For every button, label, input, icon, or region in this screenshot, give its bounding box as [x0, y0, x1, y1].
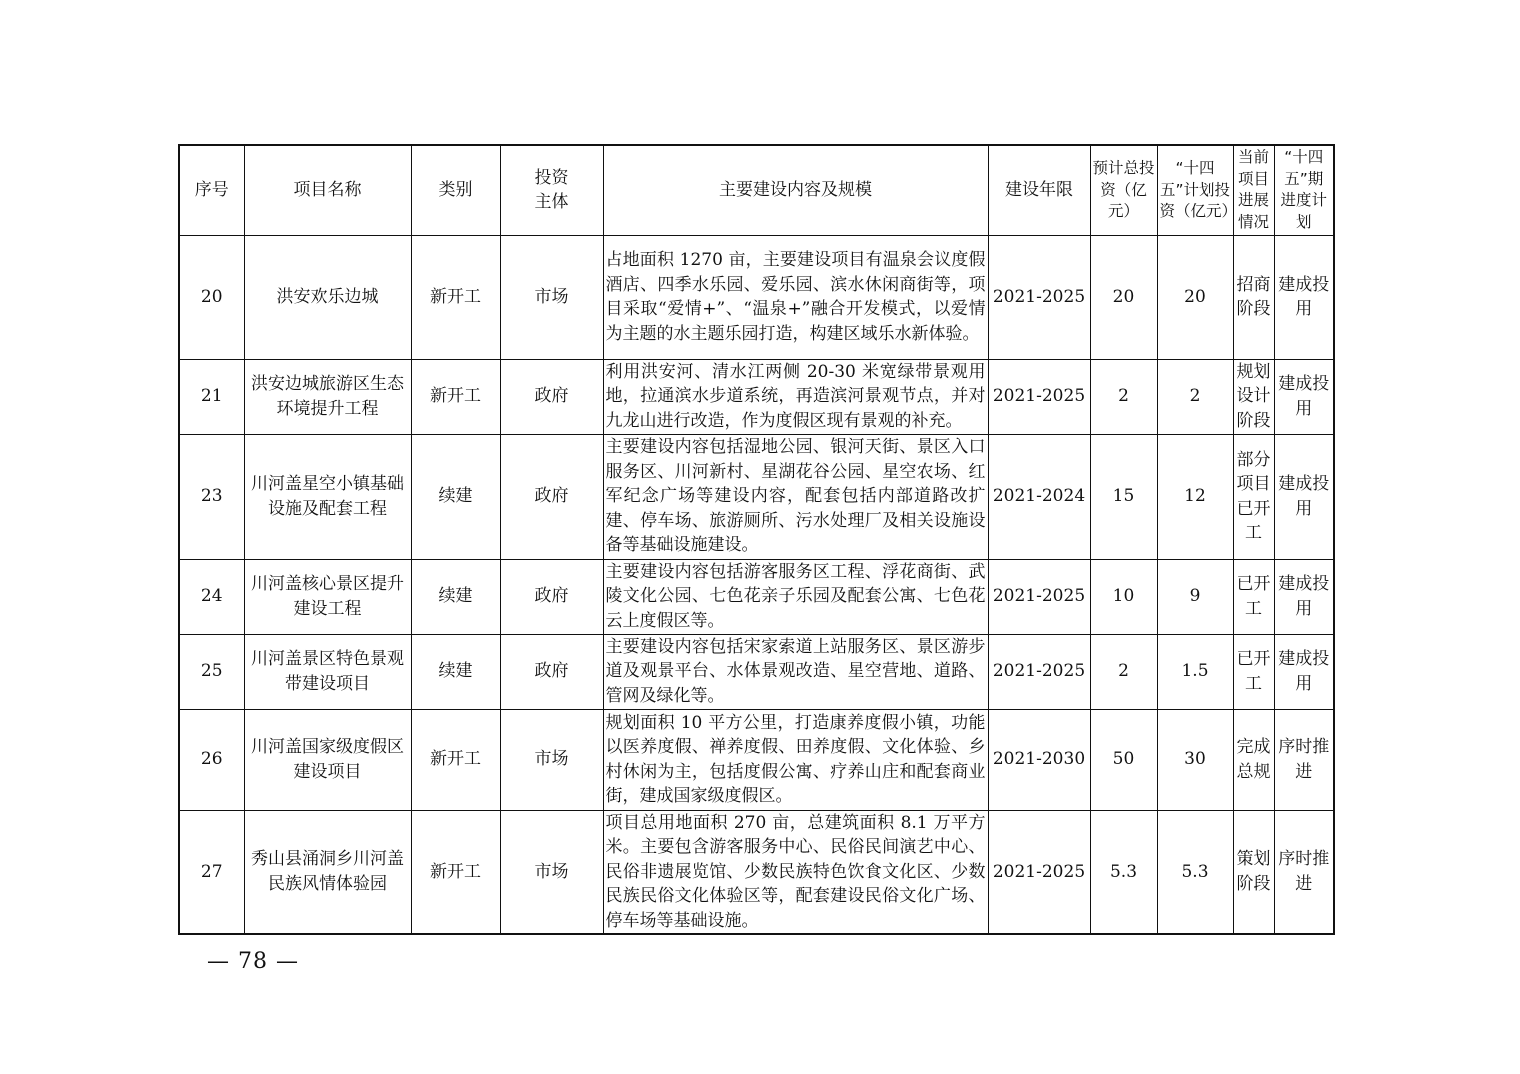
cell-type: 新开工: [411, 709, 500, 810]
cell-plan: 20: [1157, 235, 1233, 359]
cell-total: 2: [1090, 359, 1157, 434]
header-content: 主要建设内容及规模: [603, 145, 988, 235]
cell-progress: 策划阶段: [1233, 810, 1274, 934]
table-row: [179, 709, 1334, 810]
cell-name: 川河盖星空小镇基础设施及配套工程: [244, 434, 411, 559]
cell-period: 2021-2025: [988, 359, 1090, 434]
header-type: 类别: [411, 145, 500, 235]
cell-content: 占地面积 1270 亩，主要建设项目有温泉会议度假酒店、四季水乐园、爱乐园、滨水休闲商街等，项目采取“爱情+”、“温泉+”融合开发模式，以爱情为主题的水主题乐园打造，构建区域乐水新体验。: [603, 235, 988, 359]
table-header-row: [179, 145, 1334, 235]
cell-total: 15: [1090, 434, 1157, 559]
cell-seq: 26: [179, 709, 244, 810]
cell-schedule: 建成投用: [1274, 634, 1334, 709]
cell-plan: 1.5: [1157, 634, 1233, 709]
cell-investor: 市场: [500, 235, 603, 359]
cell-schedule: 序时推进: [1274, 709, 1334, 810]
cell-content: 主要建设内容包括游客服务区工程、浮花商街、武陵文化公园、七色花亲子乐园及配套公寓、七色花云上度假区等。: [603, 559, 988, 634]
cell-period: 2021-2030: [988, 709, 1090, 810]
cell-progress: 完成总规: [1233, 709, 1274, 810]
project-table: [178, 144, 1335, 935]
cell-investor: 政府: [500, 434, 603, 559]
cell-schedule: 建成投用: [1274, 559, 1334, 634]
table-row: [179, 634, 1334, 709]
cell-period: 2021-2024: [988, 434, 1090, 559]
cell-type: 续建: [411, 434, 500, 559]
cell-type: 新开工: [411, 359, 500, 434]
cell-plan: 30: [1157, 709, 1233, 810]
cell-investor: 政府: [500, 634, 603, 709]
table-row: [179, 559, 1334, 634]
table-row: [179, 359, 1334, 434]
cell-period: 2021-2025: [988, 559, 1090, 634]
cell-content: 项目总用地面积 270 亩，总建筑面积 8.1 万平方米。主要包含游客服务中心、民俗民间演艺中心、民俗非遗展览馆、少数民族特色饮食文化区、少数民族民俗文化体验区等，配套建设民俗文化广场、停车场等基础设施。: [603, 810, 988, 934]
cell-name: 秀山县涌洞乡川河盖民族风情体验园: [244, 810, 411, 934]
header-schedule: “十四五”期进度计划: [1274, 145, 1334, 235]
table-row: [179, 235, 1334, 359]
cell-progress: 规划设计阶段: [1233, 359, 1274, 434]
header-period: 建设年限: [988, 145, 1090, 235]
table-row: [179, 434, 1334, 559]
cell-seq: 21: [179, 359, 244, 434]
cell-content: 主要建设内容包括宋家索道上站服务区、景区游步道及观景平台、水体景观改造、星空营地、道路、管网及绿化等。: [603, 634, 988, 709]
cell-total: 50: [1090, 709, 1157, 810]
header-progress: 当前项目进展情况: [1233, 145, 1274, 235]
cell-seq: 25: [179, 634, 244, 709]
cell-total: 5.3: [1090, 810, 1157, 934]
cell-total: 2: [1090, 634, 1157, 709]
cell-name: 川河盖核心景区提升建设工程: [244, 559, 411, 634]
cell-progress: 已开工: [1233, 634, 1274, 709]
cell-type: 新开工: [411, 810, 500, 934]
cell-investor: 政府: [500, 359, 603, 434]
cell-schedule: 建成投用: [1274, 434, 1334, 559]
cell-seq: 20: [179, 235, 244, 359]
header-name: 项目名称: [244, 145, 411, 235]
cell-schedule: 建成投用: [1274, 359, 1334, 434]
cell-content: 主要建设内容包括湿地公园、银河天街、景区入口服务区、川河新村、星湖花谷公园、星空农场、红军纪念广场等建设内容，配套包括内部道路改扩建、停车场、旅游厕所、污水处理厂及相关设施设备等基础设施建设。: [603, 434, 988, 559]
cell-total: 10: [1090, 559, 1157, 634]
cell-type: 续建: [411, 559, 500, 634]
cell-name: 洪安边城旅游区生态环境提升工程: [244, 359, 411, 434]
cell-name: 川河盖景区特色景观带建设项目: [244, 634, 411, 709]
cell-investor: 市场: [500, 810, 603, 934]
header-seq: 序号: [179, 145, 244, 235]
table-row: [179, 810, 1334, 934]
cell-seq: 23: [179, 434, 244, 559]
cell-type: 新开工: [411, 235, 500, 359]
cell-progress: 招商阶段: [1233, 235, 1274, 359]
cell-type: 续建: [411, 634, 500, 709]
cell-progress: 部分项目已开工: [1233, 434, 1274, 559]
cell-schedule: 建成投用: [1274, 235, 1334, 359]
page-number: — 78 —: [207, 949, 299, 974]
cell-progress: 已开工: [1233, 559, 1274, 634]
cell-content: 规划面积 10 平方公里，打造康养度假小镇，功能以医养度假、禅养度假、田养度假、文化体验、乡村休闲为主，包括度假公寓、疗养山庄和配套商业街，建成国家级度假区。: [603, 709, 988, 810]
cell-schedule: 序时推进: [1274, 810, 1334, 934]
header-plan: “十四五”计划投资（亿元）: [1157, 145, 1233, 235]
cell-name: 洪安欢乐边城: [244, 235, 411, 359]
cell-plan: 12: [1157, 434, 1233, 559]
cell-content: 利用洪安河、清水江两侧 20-30 米宽绿带景观用地，拉通滨水步道系统，再造滨河景观节点，并对九龙山进行改造，作为度假区现有景观的补充。: [603, 359, 988, 434]
cell-period: 2021-2025: [988, 235, 1090, 359]
header-total: 预计总投资（亿元）: [1090, 145, 1157, 235]
cell-plan: 9: [1157, 559, 1233, 634]
cell-period: 2021-2025: [988, 634, 1090, 709]
cell-investor: 市场: [500, 709, 603, 810]
cell-investor: 政府: [500, 559, 603, 634]
cell-seq: 24: [179, 559, 244, 634]
header-investor: 投资主体: [500, 145, 603, 235]
cell-total: 20: [1090, 235, 1157, 359]
cell-name: 川河盖国家级度假区建设项目: [244, 709, 411, 810]
cell-plan: 5.3: [1157, 810, 1233, 934]
cell-period: 2021-2025: [988, 810, 1090, 934]
cell-seq: 27: [179, 810, 244, 934]
cell-plan: 2: [1157, 359, 1233, 434]
